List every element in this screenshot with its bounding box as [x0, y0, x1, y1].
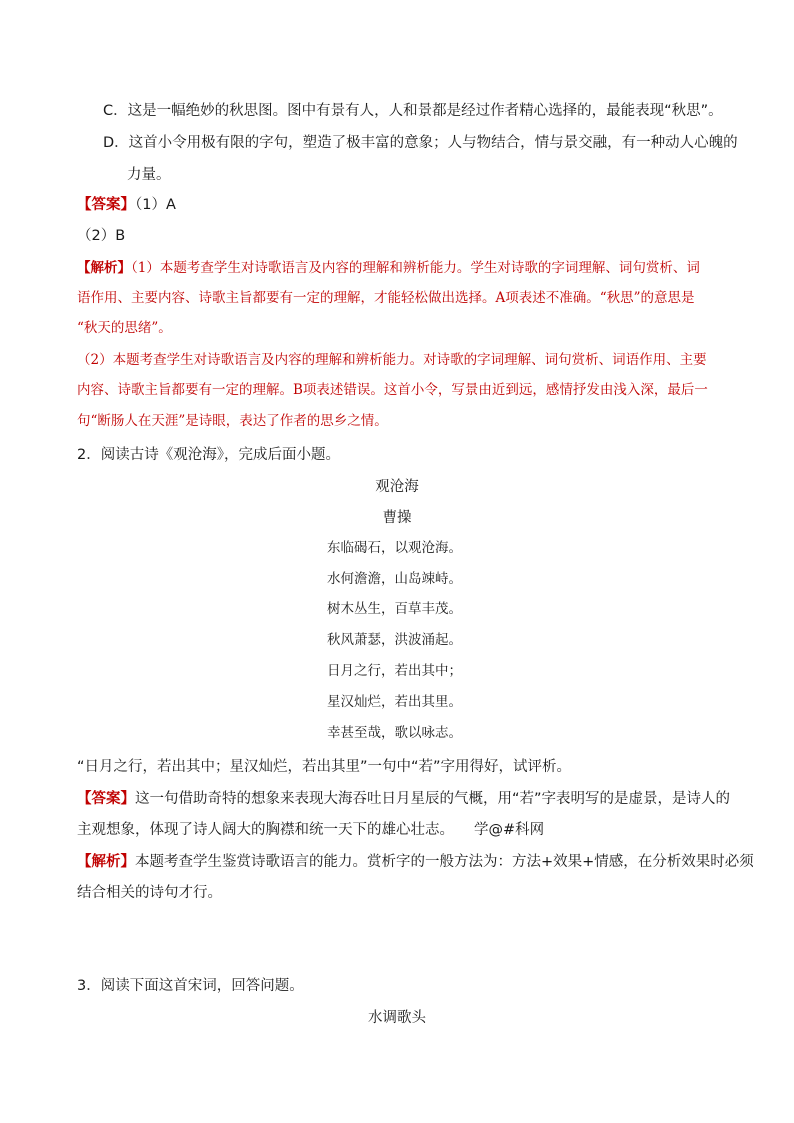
poem-line: 水何澹澹，山岛竦峙。 — [327, 571, 462, 587]
poem-line: 星汉灿烂，若出其里。 — [327, 694, 462, 710]
analysis-1b: 语作用、主要内容、诗歌主旨都要有一定的理解，才能轻松做出选择。A项表述不准确。“秋思”的意思是 — [77, 290, 695, 306]
q2-answer-1: 【答案】这一句借助奇特的想象来表现大海吞吐日月星辰的气概，用“若”字表明写的是虚景，是诗人的 — [77, 791, 731, 807]
q3-prompt: 3．阅读下面这首宋词，回答问题。 — [77, 978, 304, 994]
analysis-2a: （2）本题考查学生对诗歌语言及内容的理解和辨析能力。对诗歌的字词理解、词句赏析、词语作用、主要 — [77, 352, 707, 368]
analysis-2c: 句“断肠人在天涯”是诗眼，表达了作者的思乡之情。 — [77, 413, 388, 429]
analysis-1a: 【解析】（1）本题考查学生对诗歌语言及内容的理解和辨析能力。学生对诗歌的字词理解、词句赏析、词 — [77, 260, 700, 276]
answer-1: （1）A — [135, 197, 176, 213]
watermark-text: 学@#科网 — [474, 822, 545, 838]
poem-line: 秋风萧瑟，洪波涌起。 — [327, 632, 462, 648]
q2-answer-tag: 【答案】 — [77, 791, 135, 807]
q3-poem-title: 水调歌头 — [368, 1010, 426, 1026]
q2-question: “日月之行，若出其中；星汉灿烂，若出其里”一句中“若”字用得好，试评析。 — [77, 759, 572, 775]
poem-line: 树木丛生，百草丰茂。 — [327, 601, 462, 617]
option-d-line2: 力量。 — [127, 167, 171, 183]
q2-analysis-1: 【解析】本题考查学生鉴赏诗歌语言的能力。赏析字的一般方法为：方法+效果+情感，在分析效果时必须 — [77, 854, 754, 870]
poem-author: 曹操 — [382, 510, 412, 526]
q2-prompt: 2．阅读古诗《观沧海》，完成后面小题。 — [77, 447, 340, 463]
analysis-2b: 内容、诗歌主旨都要有一定的理解。B项表述错误。这首小令，写景由近到远，感情抒发由浅入深，最后一 — [77, 382, 708, 398]
answer-2: （2）B — [77, 228, 126, 244]
analysis-tag: 【解析】 — [77, 260, 131, 276]
q2-analysis-tag: 【解析】 — [77, 854, 135, 870]
option-c: C．这是一幅绝妙的秋思图。图中有景有人，人和景都是经过作者精心选择的，最能表现“秋思”。 — [103, 103, 723, 119]
poem-line: 东临碣石，以观沧海。 — [327, 540, 462, 556]
option-d-line1: D．这首小令用极有限的字句，塑造了极丰富的意象；人与物结合，情与景交融，有一种动人心魄的 — [103, 135, 738, 151]
answer-tag: 【答案】 — [77, 197, 135, 213]
q2-answer-2: 主观想象，体现了诗人阔大的胸襟和统一天下的雄心壮志。 学@#科网 — [77, 822, 545, 838]
poem-title: 观沧海 — [375, 479, 419, 495]
poem-line: 日月之行，若出其中； — [327, 663, 462, 679]
analysis-1c: “秋天的思绪”。 — [77, 320, 172, 336]
q2-analysis-2: 结合相关的诗句才行。 — [77, 885, 222, 901]
answer-row — [77, 195, 176, 215]
poem-line: 幸甚至哉，歌以咏志。 — [327, 725, 462, 741]
